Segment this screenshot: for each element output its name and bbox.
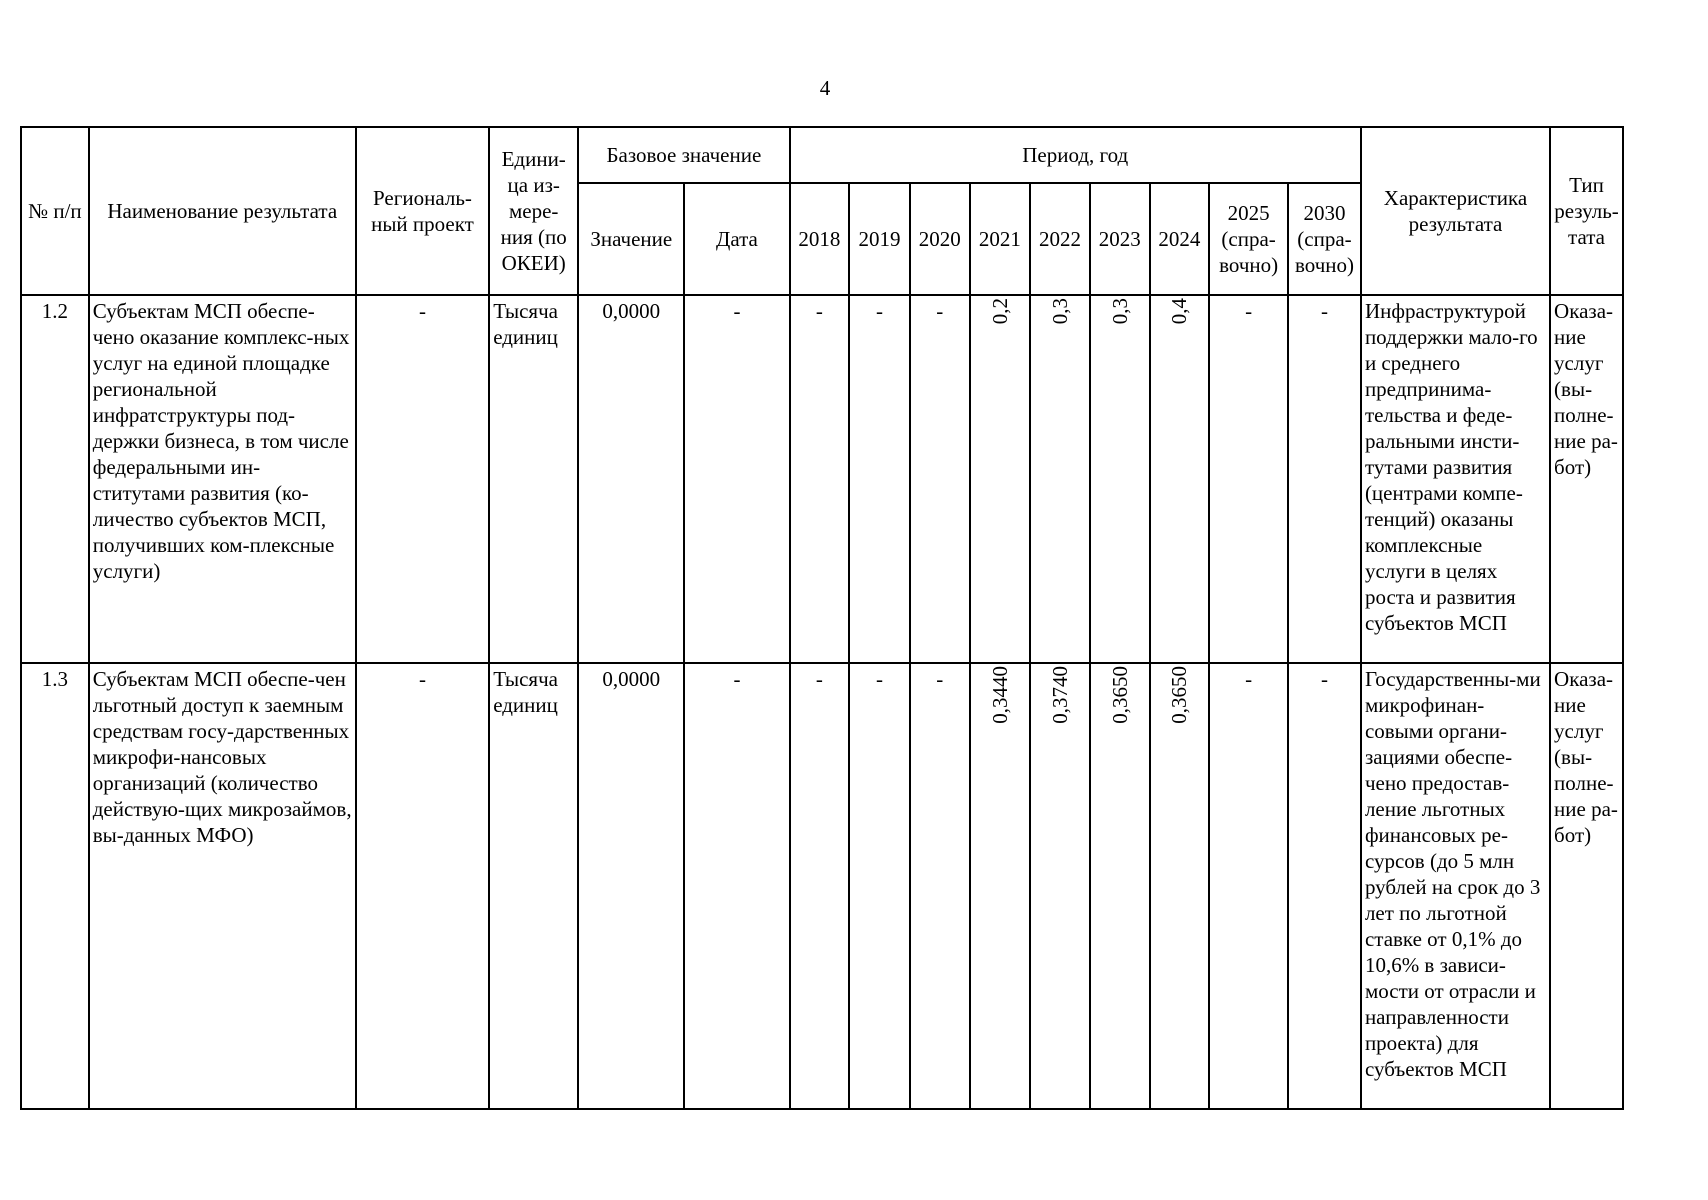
row-unit: Тысяча единиц bbox=[489, 295, 578, 663]
row-regional-project: - bbox=[356, 663, 489, 1109]
table-row bbox=[21, 295, 1623, 663]
table-row bbox=[21, 663, 1623, 1109]
results-table bbox=[20, 126, 1624, 1110]
col-header-year-2019: 2019 bbox=[849, 183, 910, 295]
row-year-2020: - bbox=[910, 663, 970, 1109]
row-base-date: - bbox=[684, 295, 789, 663]
col-header-regional-project: Региональ-ный проект bbox=[356, 127, 489, 295]
row-year-2030: - bbox=[1288, 295, 1361, 663]
row-characteristic: Инфраструктурой поддержки мало-го и среднего предпринима-тельства и феде-ральными инсти-тутами развития (центрами компе-тенций) оказаны комплексные услуги в целях роста и развития субъектов МСП bbox=[1361, 295, 1550, 663]
col-header-base-value: Базовое значение bbox=[578, 127, 789, 183]
row-year-2022-value: 0,3740 bbox=[1048, 666, 1073, 724]
col-header-year-2020: 2020 bbox=[910, 183, 970, 295]
col-header-year-2025: 2025 (спра-вочно) bbox=[1209, 183, 1288, 295]
row-year-2024-value: 0,3650 bbox=[1167, 666, 1192, 724]
row-result-type: Оказа-ние услуг (вы-полне-ние ра-бот) bbox=[1550, 663, 1623, 1109]
row-year-2019: - bbox=[849, 295, 910, 663]
row-year-2022 bbox=[1030, 295, 1090, 663]
row-regional-project: - bbox=[356, 295, 489, 663]
col-header-year-2024: 2024 bbox=[1150, 183, 1210, 295]
col-header-year-2018: 2018 bbox=[790, 183, 850, 295]
row-year-2023 bbox=[1090, 663, 1150, 1109]
row-year-2021 bbox=[970, 663, 1031, 1109]
row-num: 1.2 bbox=[21, 295, 89, 663]
col-header-result-type: Тип резуль-тата bbox=[1550, 127, 1623, 295]
row-year-2023-value: 0,3 bbox=[1107, 298, 1132, 325]
row-base-value: 0,0000 bbox=[578, 295, 684, 663]
col-header-year-2021: 2021 bbox=[970, 183, 1031, 295]
col-header-year-2022: 2022 bbox=[1030, 183, 1090, 295]
row-year-2022-value: 0,3 bbox=[1048, 298, 1073, 325]
col-header-year-2030: 2030 (спра-вочно) bbox=[1288, 183, 1361, 295]
row-year-2022 bbox=[1030, 663, 1090, 1109]
row-result-type: Оказа-ние услуг (вы-полне-ние ра-бот) bbox=[1550, 295, 1623, 663]
row-unit: Тысяча единиц bbox=[489, 663, 578, 1109]
row-year-2021-value: 0,3440 bbox=[987, 666, 1012, 724]
row-year-2021-value: 0,2 bbox=[987, 298, 1012, 325]
col-header-characteristic: Характеристика результата bbox=[1361, 127, 1550, 295]
row-year-2025: - bbox=[1209, 663, 1288, 1109]
col-header-year-2023: 2023 bbox=[1090, 183, 1150, 295]
col-header-base-value-value: Значение bbox=[578, 183, 684, 295]
row-base-date: - bbox=[684, 663, 789, 1109]
row-num: 1.3 bbox=[21, 663, 89, 1109]
col-header-period: Период, год bbox=[790, 127, 1361, 183]
row-year-2018: - bbox=[790, 295, 850, 663]
header-row-top bbox=[21, 127, 1623, 183]
row-year-2023-value: 0,3650 bbox=[1107, 666, 1132, 724]
row-year-2019: - bbox=[849, 663, 910, 1109]
row-year-2025: - bbox=[1209, 295, 1288, 663]
row-year-2030: - bbox=[1288, 663, 1361, 1109]
row-characteristic: Государственны-ми микрофинан-совыми органи-зациями обеспе-чено предостав-ление льготных финансовых ре-сурсов (до 5 млн рублей на срок до 3 лет по льготной ставке от 0,1% до 10,6% в зависи-мости от отрасли и направленности проекта) для субъектов МСП bbox=[1361, 663, 1550, 1109]
row-year-2021 bbox=[970, 295, 1031, 663]
row-year-2023 bbox=[1090, 295, 1150, 663]
row-base-value: 0,0000 bbox=[578, 663, 684, 1109]
row-year-2024 bbox=[1150, 295, 1210, 663]
row-year-2020: - bbox=[910, 295, 970, 663]
row-year-2024 bbox=[1150, 663, 1210, 1109]
col-header-base-value-date: Дата bbox=[684, 183, 789, 295]
page-number: 4 bbox=[819, 76, 831, 100]
row-year-2018: - bbox=[790, 663, 850, 1109]
row-name: Субъектам МСП обеспе-чен льготный доступ к заемным средствам госу-дарственных микрофи-нансовых организаций (количество действую-щих микрозаймов, вы-данных МФО) bbox=[89, 663, 356, 1109]
col-header-name: Наименование результата bbox=[89, 127, 356, 295]
col-header-unit: Едини-ца из-мере-ния (по ОКЕИ) bbox=[489, 127, 578, 295]
col-header-num: № п/п bbox=[21, 127, 89, 295]
row-year-2024-value: 0,4 bbox=[1167, 298, 1192, 325]
row-name: Субъектам МСП обеспе-чено оказание комплекс-ных услуг на единой площадке региональной инфратструктуры под-держки бизнеса, в том числе федеральными ин-ститутами развития (ко-личество субъектов МСП, получивших ком-плексные услуги) bbox=[89, 295, 356, 663]
